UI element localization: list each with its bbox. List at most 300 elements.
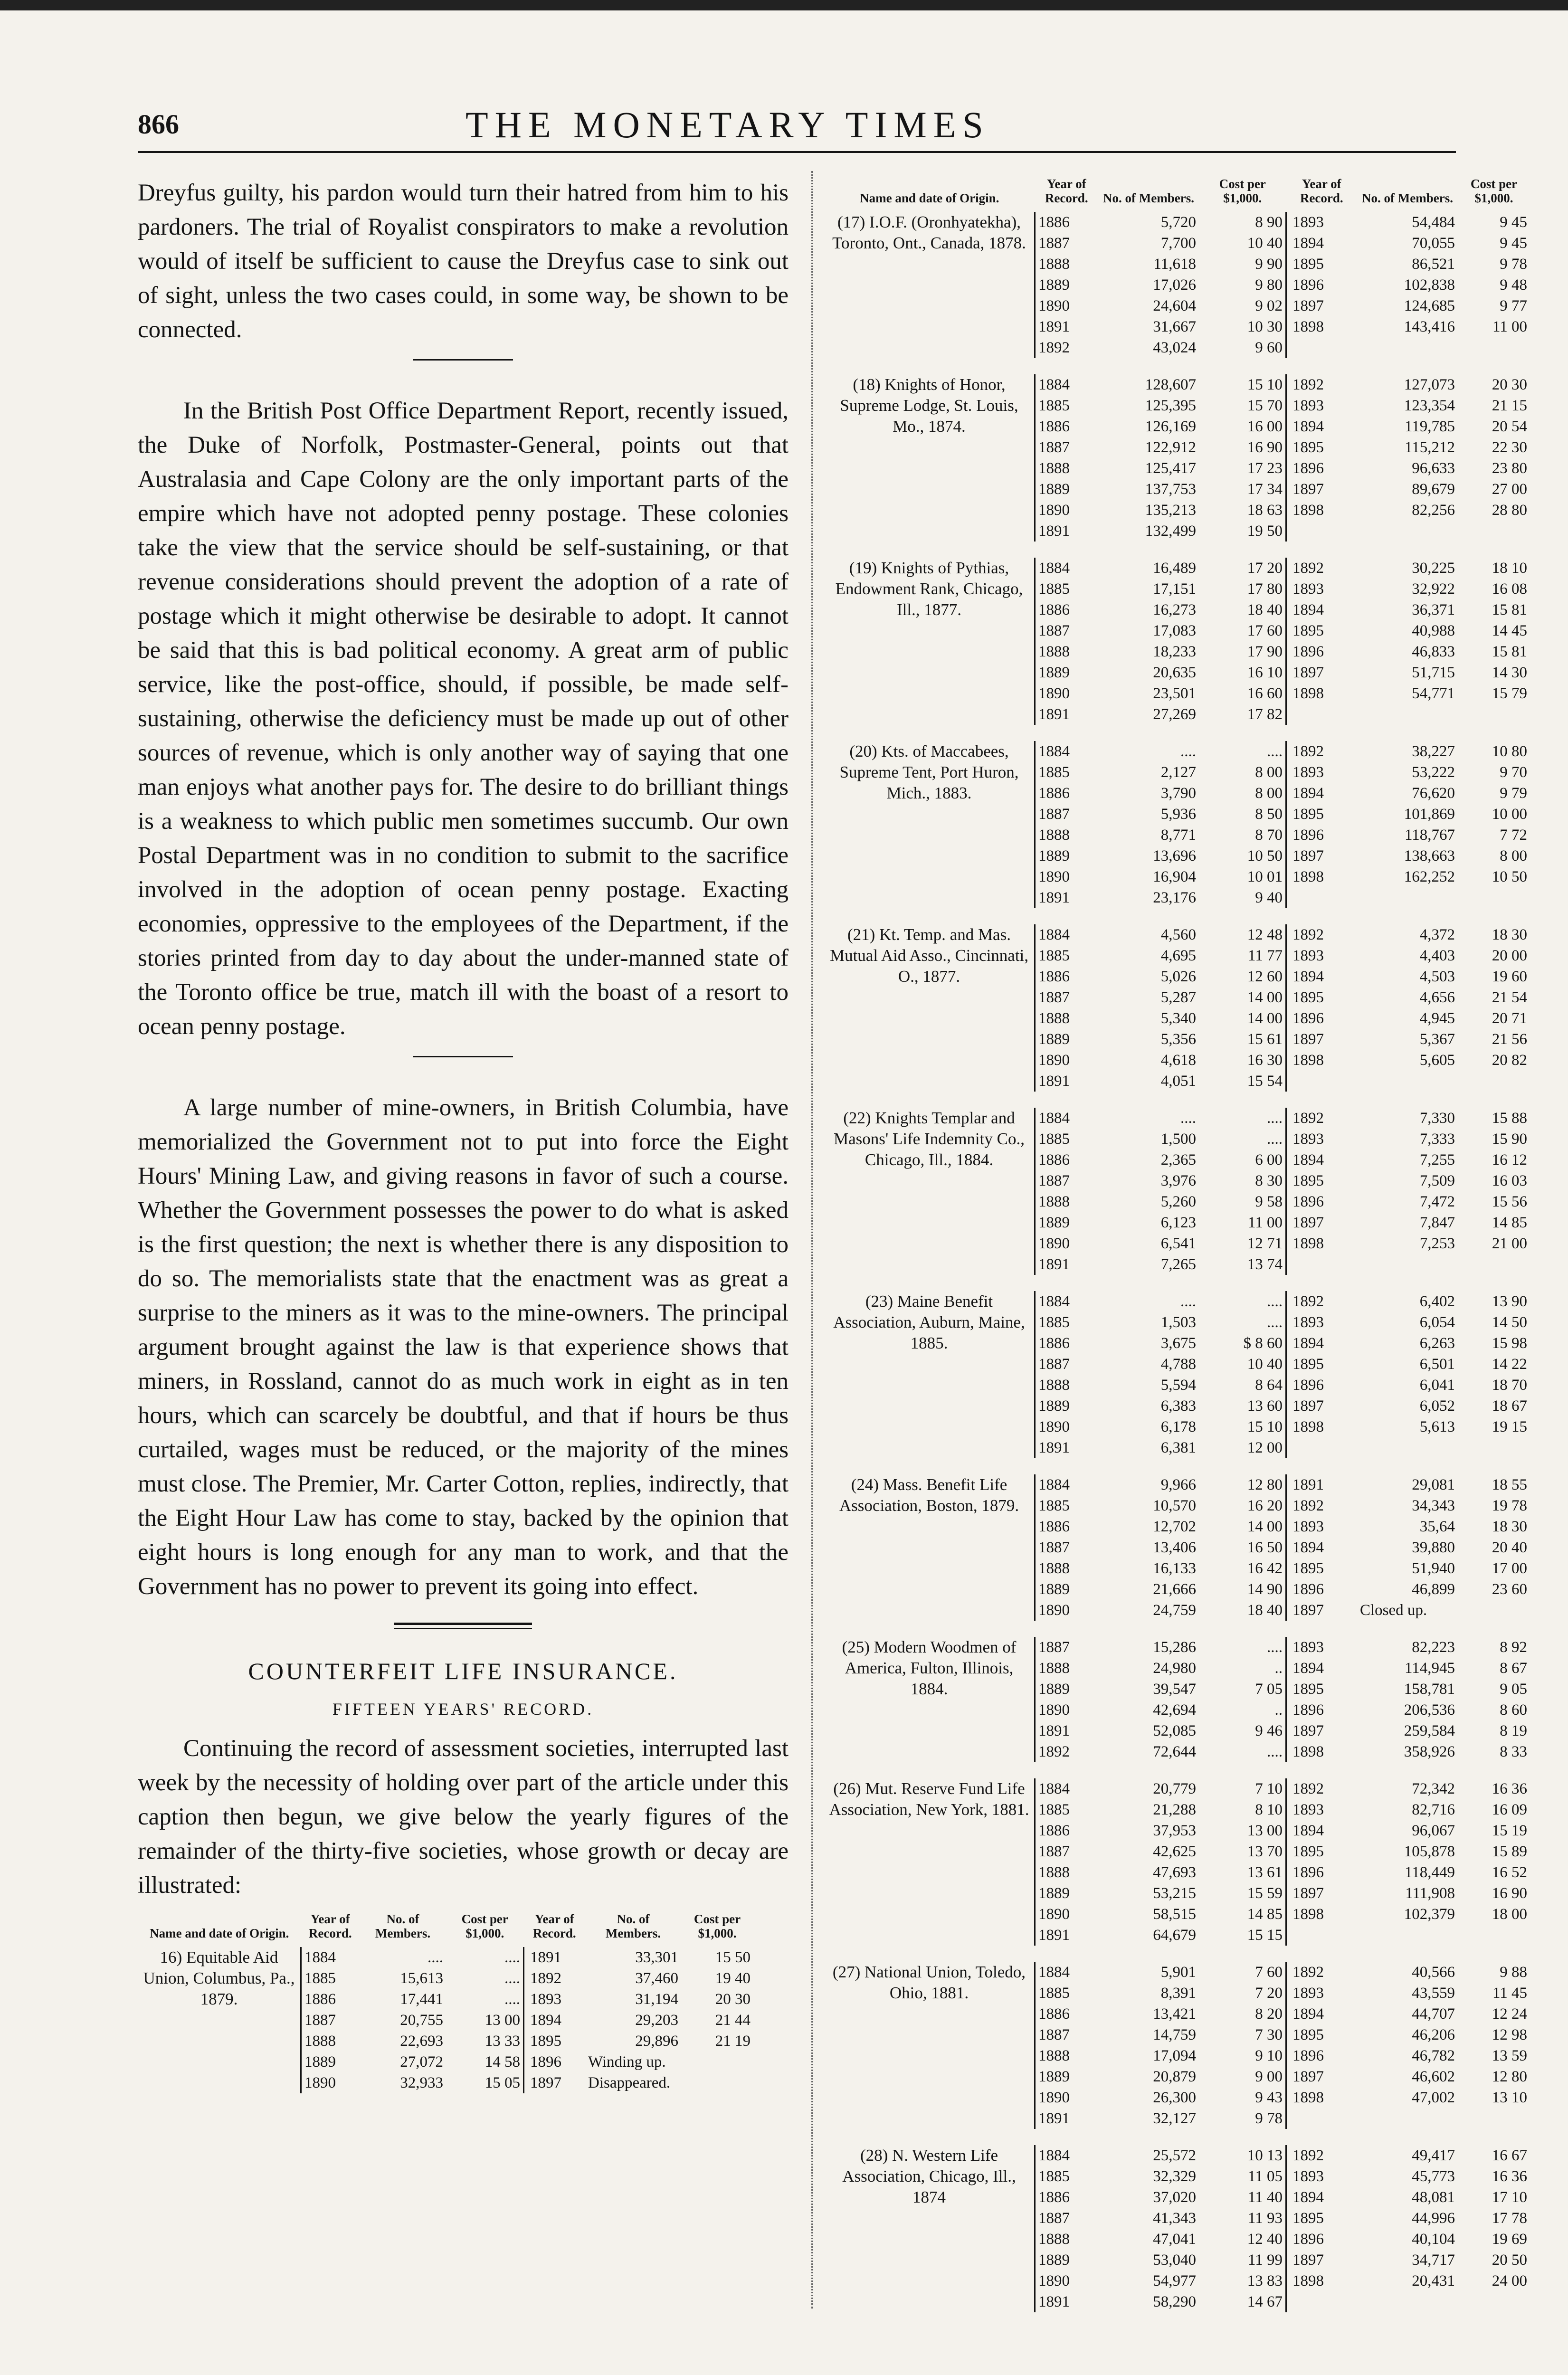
year-cell: 1884 xyxy=(1035,374,1099,395)
members-cell: 54,771 xyxy=(1412,685,1455,702)
year-cell: 1890 xyxy=(1035,866,1099,887)
cost-cell: 19 78 xyxy=(1492,1497,1527,1514)
cost-cell: 15 88 xyxy=(1492,1110,1527,1127)
members-cell: 7,255 xyxy=(1419,1151,1455,1168)
cost-cell: 17 90 xyxy=(1247,643,1283,660)
cost-cell: 21 15 xyxy=(1492,397,1527,414)
members-cell: 82,716 xyxy=(1412,1801,1455,1818)
gap-cell xyxy=(824,1092,1530,1108)
col-header-name: Name and date of Origin. xyxy=(150,1926,289,1940)
year-cell: 1890 xyxy=(1035,1700,1099,1720)
year-cell: 1893 xyxy=(1286,1516,1358,1537)
year-cell: 1889 xyxy=(1035,1212,1099,1233)
cost-cell xyxy=(1458,887,1530,908)
cost-cell: 11 45 xyxy=(1492,1985,1527,2002)
cost-cell: 13 10 xyxy=(1492,2089,1527,2106)
cost-cell xyxy=(1458,2291,1530,2312)
members-cell: 17,026 xyxy=(1153,276,1196,294)
cost-cell: 19 15 xyxy=(1492,1418,1527,1435)
year-cell: 1886 xyxy=(1035,1333,1099,1354)
members-cell: 49,417 xyxy=(1412,2147,1455,2164)
cost-cell: 15 15 xyxy=(1247,1927,1283,1944)
cost-cell: 14 85 xyxy=(1492,1214,1527,1231)
table-header-row xyxy=(824,177,1530,212)
cost-cell: 10 00 xyxy=(1492,806,1527,823)
year-cell: 1889 xyxy=(1035,662,1099,683)
members-cell: 2,365 xyxy=(1160,1151,1196,1168)
cost-cell: 14 67 xyxy=(1247,2293,1283,2310)
year-cell: 1898 xyxy=(1286,1050,1358,1071)
members-cell: 46,206 xyxy=(1412,2026,1455,2043)
members-cell: 6,381 xyxy=(1160,1439,1196,1456)
members-cell: 96,067 xyxy=(1412,1822,1455,1839)
cost-cell: .... xyxy=(504,1949,520,1966)
cost-cell: 15 81 xyxy=(1492,643,1527,660)
members-cell: 6,541 xyxy=(1160,1235,1196,1252)
members-cell xyxy=(1357,1437,1458,1458)
members-cell: 13,406 xyxy=(1153,1539,1196,1556)
year-cell: 1890 xyxy=(1035,1416,1099,1437)
gap-cell xyxy=(824,2129,1530,2145)
table-header-row xyxy=(138,1912,753,1947)
members-cell: 32,922 xyxy=(1412,580,1455,598)
members-cell: 44,707 xyxy=(1412,2005,1455,2023)
cost-cell: 21 54 xyxy=(1492,989,1527,1006)
year-cell: 1889 xyxy=(1035,2250,1099,2270)
members-cell: 6,501 xyxy=(1419,1356,1455,1373)
year-cell: 1890 xyxy=(1035,2087,1099,2108)
cost-cell: 10 40 xyxy=(1247,235,1283,252)
cost-cell: 16 52 xyxy=(1492,1864,1527,1881)
cost-cell: 13 59 xyxy=(1492,2047,1527,2064)
members-cell: 16,273 xyxy=(1153,601,1196,618)
year-cell: 1897 xyxy=(1286,1720,1358,1741)
cost-cell: 14 45 xyxy=(1492,622,1527,639)
cost-cell: 8 00 xyxy=(1255,785,1283,802)
section-intro: Continuing the record of assessment societies, interrupted last week by the necessity of holding over part of the article under this caption then begun, we give below the yearly figures of the remainder of the thirty-five societies, whose growth or decay are illustrated: xyxy=(138,1735,789,1899)
year-cell: 1896 xyxy=(1286,1191,1358,1212)
year-cell: 1897 xyxy=(1286,662,1358,683)
members-cell: 2,127 xyxy=(1160,764,1196,781)
members-cell: 115,212 xyxy=(1404,439,1455,456)
year-cell: 1896 xyxy=(1286,1862,1358,1883)
members-cell: 7,472 xyxy=(1419,1193,1455,1210)
cost-cell: 16 30 xyxy=(1247,1052,1283,1069)
cost-cell: 15 10 xyxy=(1247,376,1283,393)
members-cell: 96,633 xyxy=(1412,460,1455,477)
year-cell: 1888 xyxy=(1035,1375,1099,1396)
members-cell: 17,151 xyxy=(1153,580,1196,598)
cost-cell: 14 00 xyxy=(1247,1518,1283,1535)
group-gap xyxy=(824,358,1530,374)
members-cell: 127,073 xyxy=(1404,376,1455,393)
gap-cell xyxy=(824,542,1530,558)
members-cell: 42,694 xyxy=(1153,1701,1196,1719)
members-cell: 58,290 xyxy=(1153,2293,1196,2310)
cost-cell: 12 48 xyxy=(1247,926,1283,943)
members-cell: 5,260 xyxy=(1160,1193,1196,1210)
right-column xyxy=(824,177,1530,2312)
cost-cell: 15 89 xyxy=(1492,1843,1527,1860)
year-cell: 1897 xyxy=(1286,479,1358,500)
members-cell: .... xyxy=(428,1949,443,1966)
group-gap xyxy=(824,908,1530,924)
members-cell: 42,625 xyxy=(1153,1843,1196,1860)
cost-cell xyxy=(1458,1071,1530,1092)
members-cell: 47,693 xyxy=(1153,1864,1196,1881)
cost-cell: $ 8 60 xyxy=(1243,1335,1283,1352)
year-cell: 1896 xyxy=(1286,2229,1358,2250)
members-cell: 22,693 xyxy=(400,2033,443,2050)
cost-cell: 28 80 xyxy=(1492,502,1527,519)
cost-cell: 8 20 xyxy=(1255,2005,1283,2023)
year-cell: 1888 xyxy=(1035,254,1099,275)
year-cell: 1887 xyxy=(1035,437,1099,458)
cost-cell: 21 44 xyxy=(715,2012,751,2029)
year-cell: 1888 xyxy=(1035,1191,1099,1212)
cost-cell: 12 98 xyxy=(1492,2026,1527,2043)
year-cell: 1885 xyxy=(1035,1983,1099,2004)
year-cell: 1893 xyxy=(1286,762,1358,783)
year-cell: 1894 xyxy=(1286,599,1358,620)
year-cell: 1897 xyxy=(524,2072,586,2093)
group-gap xyxy=(824,2129,1530,2145)
cost-cell: 9 48 xyxy=(1500,276,1527,294)
year-cell: 1897 xyxy=(1286,1883,1358,1904)
year-cell: 1890 xyxy=(1035,295,1099,316)
members-cell: 125,395 xyxy=(1145,397,1196,414)
col-header-year: Year of Record. xyxy=(532,1912,576,1940)
year-cell: 1888 xyxy=(1035,2229,1099,2250)
col-header-year: Year of Record. xyxy=(1045,177,1088,205)
year-cell: 1887 xyxy=(1035,1354,1099,1375)
members-cell: 51,940 xyxy=(1412,1560,1455,1577)
year-cell: 1884 xyxy=(1035,1474,1099,1495)
year-cell: 1891 xyxy=(1035,704,1099,725)
year-cell: 1893 xyxy=(524,1989,586,2010)
cost-cell: 16 03 xyxy=(1492,1172,1527,1189)
members-cell: 15,286 xyxy=(1153,1639,1196,1656)
gap-cell xyxy=(824,1762,1530,1778)
year-cell: 1891 xyxy=(1035,2291,1099,2312)
cost-cell: 9 78 xyxy=(1255,2110,1283,2127)
year-cell: 1884 xyxy=(301,1947,360,1968)
col-header-members: No. of Members. xyxy=(1103,191,1194,205)
cost-cell: 12 24 xyxy=(1492,2005,1527,2023)
cost-cell: 15 79 xyxy=(1492,685,1527,702)
members-cell: 3,976 xyxy=(1160,1172,1196,1189)
members-cell: 3,675 xyxy=(1160,1335,1196,1352)
year-cell: 1894 xyxy=(1286,233,1358,254)
cost-cell: 16 36 xyxy=(1492,1780,1527,1797)
cost-cell xyxy=(1458,2108,1530,2129)
year-cell: 1896 xyxy=(1286,458,1358,479)
members-cell: 25,572 xyxy=(1153,2147,1196,2164)
year-cell: 1889 xyxy=(1035,275,1099,295)
cost-cell: 18 70 xyxy=(1492,1377,1527,1394)
cost-cell: 18 40 xyxy=(1247,1602,1283,1619)
year-cell xyxy=(1286,1437,1358,1458)
members-cell: 135,213 xyxy=(1145,502,1196,519)
cost-cell: 15 05 xyxy=(485,2074,520,2091)
members-cell: 46,602 xyxy=(1412,2068,1455,2085)
members-cell: 34,343 xyxy=(1412,1497,1455,1514)
year-cell: 1896 xyxy=(1286,2045,1358,2066)
year-cell: 1891 xyxy=(1035,1071,1099,1092)
year-cell: 1885 xyxy=(1035,762,1099,783)
year-cell: 1888 xyxy=(1035,1558,1099,1579)
cost-cell: 16 90 xyxy=(1492,1885,1527,1902)
year-cell: 1885 xyxy=(1035,2166,1099,2187)
year-cell: 1888 xyxy=(1035,825,1099,846)
cost-cell: 8 70 xyxy=(1255,826,1283,844)
cost-cell: 8 67 xyxy=(1500,1660,1527,1677)
year-cell: 1898 xyxy=(1286,1741,1358,1762)
members-cell: 23,501 xyxy=(1153,685,1196,702)
members-cell xyxy=(1357,2291,1458,2312)
col-header-members: No. of Members. xyxy=(1362,191,1453,205)
year-cell: 1894 xyxy=(1286,1658,1358,1679)
gap-cell xyxy=(824,1275,1530,1291)
cost-cell: .... xyxy=(1267,1130,1283,1148)
year-cell: 1893 xyxy=(1286,395,1358,416)
year-cell: 1894 xyxy=(1286,966,1358,987)
year-cell: 1894 xyxy=(1286,416,1358,437)
records-table-left xyxy=(138,1912,753,2093)
cost-cell: 15 59 xyxy=(1247,1885,1283,1902)
cost-cell: 18 55 xyxy=(1492,1476,1527,1493)
members-cell: 31,194 xyxy=(635,1991,678,2008)
group-gap xyxy=(824,1946,1530,1962)
year-cell: 1892 xyxy=(1286,1291,1358,1312)
year-cell: 1888 xyxy=(1035,1862,1099,1883)
cost-cell: 8 33 xyxy=(1500,1743,1527,1760)
members-cell: 32,933 xyxy=(400,2074,443,2091)
year-cell: 1884 xyxy=(1035,2145,1099,2166)
year-cell: 1897 xyxy=(1286,846,1358,866)
year-cell xyxy=(1286,2108,1358,2129)
members-cell: .... xyxy=(1180,743,1196,760)
cost-cell: 15 54 xyxy=(1247,1073,1283,1090)
section-subheading: FIFTEEN YEARS' RECORD. xyxy=(332,1700,594,1719)
members-cell: 46,833 xyxy=(1412,643,1455,660)
year-cell: 1888 xyxy=(1035,2045,1099,2066)
year-cell: 1896 xyxy=(1286,825,1358,846)
year-cell: 1889 xyxy=(1035,846,1099,866)
cost-cell: 9 79 xyxy=(1500,785,1527,802)
table-row xyxy=(824,1637,1530,1658)
members-cell: 162,252 xyxy=(1404,868,1455,885)
members-cell: 13,696 xyxy=(1153,847,1196,864)
gap-cell xyxy=(824,1621,1530,1637)
cost-cell: 8 19 xyxy=(1500,1722,1527,1739)
cost-cell: 8 00 xyxy=(1255,764,1283,781)
cost-cell: 16 90 xyxy=(1247,439,1283,456)
cost-cell: 23 60 xyxy=(1492,1581,1527,1598)
cost-cell: 12 40 xyxy=(1247,2231,1283,2248)
cost-cell: 21 19 xyxy=(715,2033,751,2050)
members-cell: 24,759 xyxy=(1153,1602,1196,1619)
year-cell: 1895 xyxy=(1286,2208,1358,2229)
year-cell: 1885 xyxy=(1035,1495,1099,1516)
cost-cell: 18 30 xyxy=(1492,926,1527,943)
year-cell: 1894 xyxy=(1286,1820,1358,1841)
members-cell: 54,484 xyxy=(1412,214,1455,231)
cost-cell: 17 10 xyxy=(1492,2189,1527,2206)
year-cell: 1898 xyxy=(1286,316,1358,337)
members-cell: 38,227 xyxy=(1412,743,1455,760)
members-cell: 13,421 xyxy=(1153,2005,1196,2023)
col-header-name: Name and date of Origin. xyxy=(860,191,999,205)
group-gap xyxy=(824,1458,1530,1474)
cost-cell: 17 82 xyxy=(1247,706,1283,723)
members-cell: 29,203 xyxy=(635,2012,678,2029)
group-gap xyxy=(824,1621,1530,1637)
members-cell: 4,051 xyxy=(1160,1073,1196,1090)
cost-cell: 8 92 xyxy=(1500,1639,1527,1656)
cost-cell: 7 30 xyxy=(1255,2026,1283,2043)
cost-cell: 13 61 xyxy=(1247,1864,1283,1881)
cost-cell: 11 40 xyxy=(1247,2189,1283,2206)
cost-cell: 7 20 xyxy=(1255,1985,1283,2002)
year-cell: 1890 xyxy=(301,2072,360,2093)
members-cell: .... xyxy=(1180,1293,1196,1310)
cost-cell: 12 80 xyxy=(1247,1476,1283,1493)
members-cell: 4,618 xyxy=(1160,1052,1196,1069)
year-cell: 1885 xyxy=(1035,1799,1099,1820)
cost-cell: .... xyxy=(1267,743,1283,760)
members-cell: 53,222 xyxy=(1412,764,1455,781)
year-cell: 1891 xyxy=(524,1947,586,1968)
members-cell: 102,838 xyxy=(1404,276,1455,294)
cost-cell xyxy=(1458,1925,1530,1946)
members-cell: 5,613 xyxy=(1419,1418,1455,1435)
cost-cell: 10 50 xyxy=(1247,847,1283,864)
year-cell: 1885 xyxy=(1035,579,1099,599)
col-header-year: Year of Record. xyxy=(1300,177,1343,205)
members-cell: 47,002 xyxy=(1412,2089,1455,2106)
year-cell: 1895 xyxy=(1286,804,1358,825)
year-cell: 1892 xyxy=(1286,1495,1358,1516)
year-cell: 1887 xyxy=(1035,1637,1099,1658)
year-cell: 1886 xyxy=(1035,416,1099,437)
members-cell: 7,333 xyxy=(1419,1130,1455,1148)
members-cell: 206,536 xyxy=(1404,1701,1455,1719)
cost-cell: .. xyxy=(1274,1660,1283,1677)
members-cell: 47,041 xyxy=(1153,2231,1196,2248)
cost-cell: 12 80 xyxy=(1492,2068,1527,2085)
cost-cell: 17 60 xyxy=(1247,622,1283,639)
year-cell: 1886 xyxy=(1035,1150,1099,1170)
members-cell: 37,020 xyxy=(1153,2189,1196,2206)
cost-cell: 14 90 xyxy=(1247,1581,1283,1598)
year-cell: 1886 xyxy=(301,1989,360,2010)
cost-cell: 8 30 xyxy=(1255,1172,1283,1189)
members-cell: 105,878 xyxy=(1404,1843,1455,1860)
cost-cell: 19 50 xyxy=(1247,522,1283,540)
cost-cell: 15 90 xyxy=(1492,1130,1527,1148)
cost-cell: 14 85 xyxy=(1247,1906,1283,1923)
cost-cell: 16 00 xyxy=(1247,418,1283,435)
year-cell: 1891 xyxy=(1035,1254,1099,1275)
year-cell: 1887 xyxy=(1035,1170,1099,1191)
year-cell: 1897 xyxy=(1286,2250,1358,2270)
year-cell: 1886 xyxy=(1035,599,1099,620)
year-cell: 1891 xyxy=(1035,1720,1099,1741)
right-table-body xyxy=(824,212,1530,2312)
members-cell: 27,269 xyxy=(1153,706,1196,723)
members-cell: 33,301 xyxy=(635,1949,678,1966)
year-cell: 1884 xyxy=(1035,924,1099,945)
divider xyxy=(413,1056,513,1057)
divider xyxy=(413,359,513,361)
members-cell: 20,431 xyxy=(1412,2272,1455,2290)
members-cell: 82,223 xyxy=(1412,1639,1455,1656)
cost-cell: 8 10 xyxy=(1255,1801,1283,1818)
cost-cell: 10 50 xyxy=(1492,868,1527,885)
year-cell: 1887 xyxy=(1035,620,1099,641)
cost-cell: .... xyxy=(504,1991,520,2008)
year-cell: 1897 xyxy=(1286,1396,1358,1416)
members-cell: 53,040 xyxy=(1153,2252,1196,2269)
table-row xyxy=(824,1108,1530,1129)
members-cell: 18,233 xyxy=(1153,643,1196,660)
members-cell: 39,880 xyxy=(1412,1539,1455,1556)
cost-cell: 11 05 xyxy=(1247,2168,1283,2185)
cost-cell: 9 58 xyxy=(1255,1193,1283,1210)
members-cell: 7,509 xyxy=(1419,1172,1455,1189)
members-cell: 14,759 xyxy=(1153,2026,1196,2043)
year-cell: 1885 xyxy=(1035,1129,1099,1150)
year-cell: 1895 xyxy=(1286,1841,1358,1862)
cost-cell: 24 00 xyxy=(1492,2272,1527,2290)
members-cell: 119,785 xyxy=(1404,418,1455,435)
year-cell: 1893 xyxy=(1286,212,1358,233)
cost-cell: 16 09 xyxy=(1492,1801,1527,1818)
year-cell: 1888 xyxy=(1035,458,1099,479)
cost-cell: 15 70 xyxy=(1247,397,1283,414)
cost-cell: 20 30 xyxy=(715,1991,751,2008)
cost-cell: 9 00 xyxy=(1255,2068,1283,2085)
year-cell: 1894 xyxy=(1286,2187,1358,2208)
table-row xyxy=(824,2145,1530,2166)
table-row xyxy=(824,1962,1530,1983)
cost-cell: 10 80 xyxy=(1492,743,1527,760)
table-row xyxy=(824,741,1530,762)
members-cell: 43,024 xyxy=(1153,339,1196,356)
section-heading: COUNTERFEIT LIFE INSURANCE. xyxy=(248,1658,678,1684)
members-cell: 32,329 xyxy=(1153,2168,1196,2185)
year-cell: 1893 xyxy=(1286,1799,1358,1820)
members-cell: 5,340 xyxy=(1160,1010,1196,1027)
year-cell: 1892 xyxy=(1286,558,1358,579)
members-cell: 46,899 xyxy=(1412,1581,1455,1598)
members-cell: 102,379 xyxy=(1404,1906,1455,1923)
year-cell: 1887 xyxy=(1035,1841,1099,1862)
members-cell: 29,896 xyxy=(635,2033,678,2050)
members-cell: 6,263 xyxy=(1419,1335,1455,1352)
members-cell: 9,966 xyxy=(1160,1476,1196,1493)
cost-cell: 16 67 xyxy=(1492,2147,1527,2164)
cost-cell xyxy=(1458,1437,1530,1458)
cost-cell: 7 05 xyxy=(1255,1681,1283,1698)
year-cell: 1888 xyxy=(301,2031,360,2052)
members-cell: 30,225 xyxy=(1412,560,1455,577)
members-cell: 5,026 xyxy=(1160,968,1196,985)
cost-cell: 15 50 xyxy=(715,1949,751,1966)
members-cell: 4,560 xyxy=(1160,926,1196,943)
year-cell: 1891 xyxy=(1286,1474,1358,1495)
